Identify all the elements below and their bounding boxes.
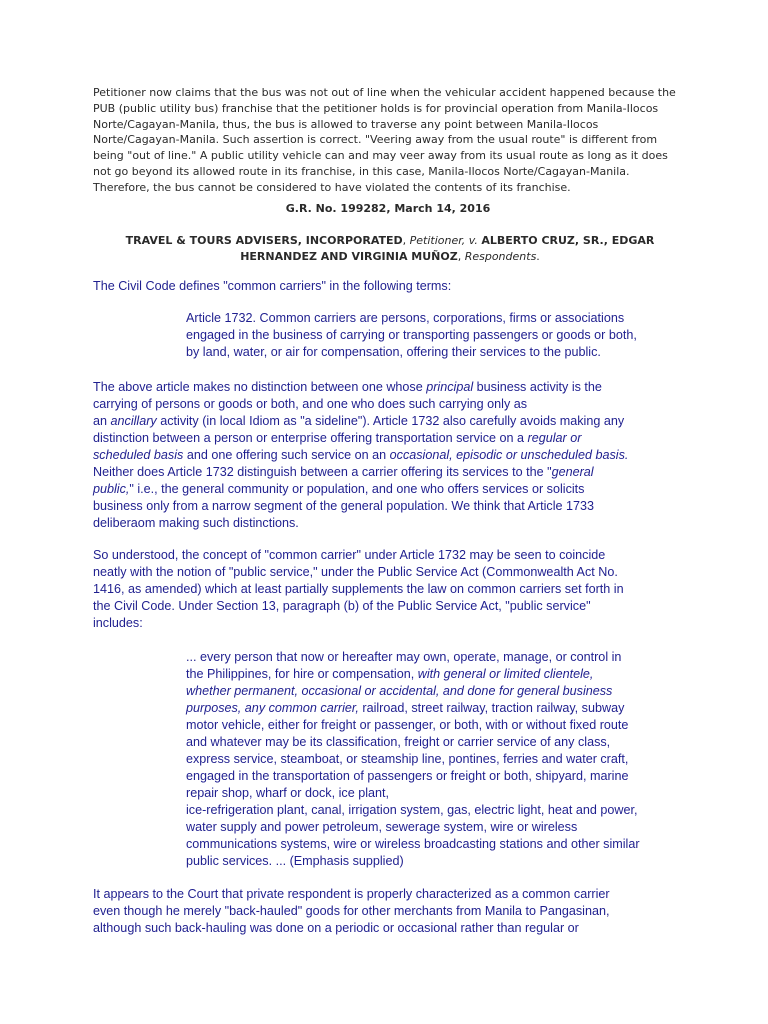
paragraph-line	[93, 447, 693, 464]
separator: ,	[402, 234, 410, 247]
paragraph-line	[93, 430, 693, 447]
respondent-name-part1: ALBERTO CRUZ, SR., EDGAR	[481, 234, 655, 247]
paragraph-line	[93, 379, 693, 396]
text-run: the Philippines, for hire or compensation,	[186, 667, 418, 681]
paragraph-line	[93, 481, 693, 498]
civil-code-intro: The Civil Code defines "common carriers" in the following terms:	[93, 279, 452, 293]
quote-line: repair shop, wharf or dock, ice plant,	[186, 786, 390, 800]
paragraph-line: deliberaom making such distinctions.	[93, 516, 299, 530]
paragraph-line: It appears to the Court that private respondent is properly characterized as a common carrier	[93, 887, 610, 901]
quote-line: public services. ... (Emphasis supplied)	[186, 854, 404, 868]
italic-run: purposes, any common carrier,	[186, 701, 359, 715]
paragraph-line: even though he merely "back-hauled" goods for other merchants from Manila to Pangasinan,	[93, 904, 610, 918]
quote-line: engaged in the transportation of passengers or freight or both, shipyard, marine	[186, 769, 629, 783]
distinction-paragraph	[93, 379, 693, 532]
text-run: activity (in local Idiom as "a sideline"). Article 1732 also carefully avoids making any	[156, 414, 625, 428]
italic-run: ancillary	[110, 414, 157, 428]
intro-line: Petitioner now claims that the bus was not out of line when the vehicular accident happened because the	[93, 86, 676, 99]
quote-line: motor vehicle, either for freight or passenger, or both, with or without fixed route	[186, 718, 629, 732]
intro-line: being "out of line." A public utility vehicle can and may veer away from its usual route as long as it does	[93, 149, 668, 163]
quote-line: water supply and power petroleum, sewerage system, wire or wireless	[186, 820, 578, 834]
period: .	[536, 249, 540, 263]
italic-run: occasional, episodic or unscheduled basis.	[389, 448, 629, 462]
back-hauling-paragraph	[93, 886, 693, 937]
quote-line: ... every person that now or hereafter may own, operate, manage, or control in	[186, 650, 622, 664]
intro-line: Therefore, the bus cannot be considered to have violated the contents of its franchise.	[93, 180, 571, 194]
petitioner-role: Petitioner	[409, 234, 462, 247]
text-run: railroad, street railway, traction railway, subway	[358, 701, 625, 715]
quote-line: express service, steamboat, or steamship line, pontines, ferries and water craft,	[186, 752, 629, 766]
quote-line: Article 1732. Common carriers are persons, corporations, firms or associations	[186, 311, 625, 325]
quote-line: communications systems, wire or wireless broadcasting stations and other similar	[186, 837, 640, 851]
quote-line: and whatever may be its classification, freight or carrier service of any class,	[186, 735, 611, 749]
text-run: The above article makes no distinction between one whose	[93, 380, 427, 394]
paragraph-line	[93, 464, 693, 481]
public-service-act-quote	[186, 649, 686, 870]
italic-run: public,	[93, 482, 130, 496]
case-parties	[100, 233, 680, 264]
intro-line: PUB (public utility bus) franchise that the petitioner holds is for provincial operation from Manila-Ilocos	[93, 101, 659, 115]
text-run: " i.e., the general community or population, and one who offers services or solicits	[129, 482, 585, 496]
quote-line: by land, water, or air for compensation, offering their services to the public.	[186, 345, 601, 359]
case-number: G.R. No. 199282, March 14, 2016	[285, 202, 491, 215]
intro-line: Norte/Cagayan-Manila, thus, the bus is allowed to traverse any point between Manila-Ilocos	[93, 117, 599, 131]
parties-line-1	[126, 234, 655, 247]
text-run: an	[93, 414, 111, 428]
paragraph-line: neatly with the notion of "public service," under the Public Service Act (Commonwealth Act No.	[93, 565, 618, 579]
text-run: business activity is the	[473, 380, 602, 394]
intro-line: Norte/Cagayan-Manila. Such assertion is correct. "Veering away from the usual route" is different from	[93, 133, 658, 147]
paragraph-line	[93, 413, 693, 430]
quote-line	[186, 683, 686, 700]
intro-paragraph	[93, 85, 683, 196]
quote-line	[186, 666, 686, 683]
quote-line: ice-refrigeration plant, canal, irrigation system, gas, electric light, heat and power,	[186, 803, 638, 817]
quote-line: engaged in the business of carrying or transporting passengers or goods or both,	[186, 328, 637, 342]
paragraph-line: although such back-hauling was done on a periodic or occasional rather than regular or	[93, 921, 579, 935]
italic-run: scheduled basis	[93, 448, 184, 462]
separator: ,	[457, 249, 465, 263]
public-service-paragraph	[93, 547, 693, 632]
paragraph-line: business only from a narrow segment of the general population. We think that Article 1733	[93, 499, 595, 513]
article-1732-quote	[186, 310, 686, 361]
versus: , v.	[461, 234, 482, 247]
italic-run: with general or limited clientele,	[417, 667, 594, 681]
italic-run: whether permanent, occasional or accidental, and done for general business	[186, 684, 613, 698]
text-run: and one offering such service on an	[183, 448, 390, 462]
respondent-role: Respondents	[464, 249, 537, 263]
paragraph-line: So understood, the concept of "common carrier" under Article 1732 may be seen to coincide	[93, 548, 606, 562]
text-run: distinction between a person or enterprise offering transportation service on a	[93, 431, 528, 445]
petitioner-name: TRAVEL & TOURS ADVISERS, INCORPORATED	[125, 234, 403, 247]
text-run: Neither does Article 1732 distinguish between a carrier offering its services to the "	[93, 465, 552, 479]
paragraph-line: includes:	[93, 616, 143, 630]
quote-line	[186, 700, 686, 717]
respondent-name-part2: HERNANDEZ AND VIRGINIA MUÑOZ	[240, 249, 458, 263]
italic-run: principal	[426, 380, 474, 394]
intro-line: not go beyond its allowed route in its franchise, in this case, Manila-Ilocos Norte/Cagayan-Manila.	[93, 164, 630, 178]
paragraph-line: the Civil Code. Under Section 13, paragraph (b) of the Public Service Act, "public service"	[93, 599, 591, 613]
italic-run: general	[551, 465, 594, 479]
paragraph-line: 1416, as amended) which at least partially supplements the law on common carriers set forth in	[93, 582, 624, 596]
parties-line-2	[240, 250, 540, 263]
italic-run: regular or	[527, 431, 582, 445]
paragraph-line: carrying of persons or goods or both, and one who does such carrying only as	[93, 397, 528, 411]
